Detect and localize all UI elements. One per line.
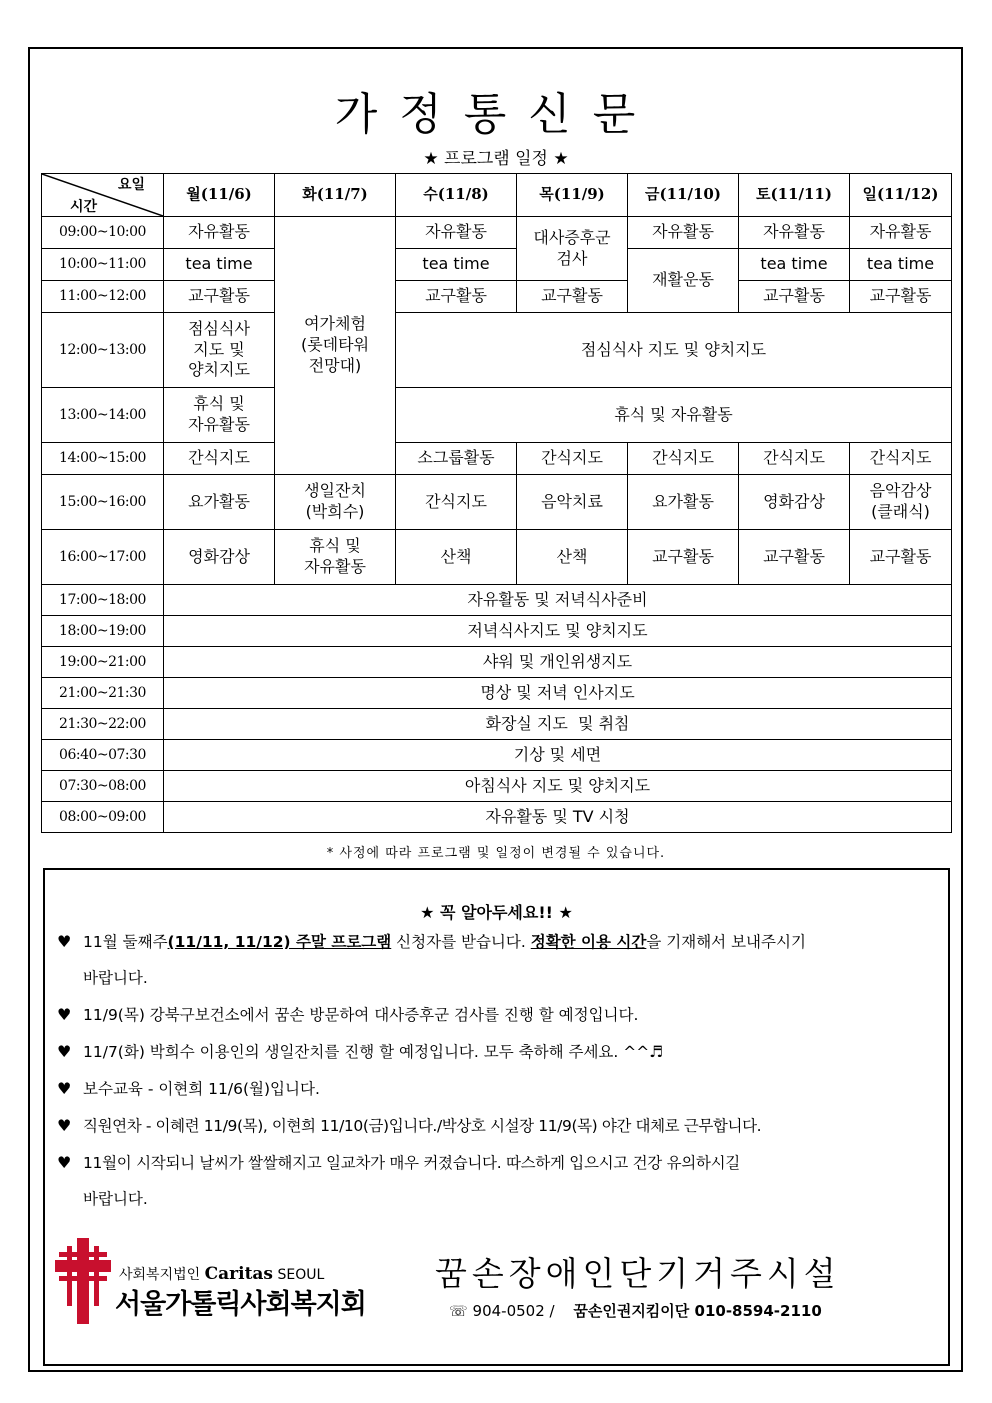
contact-info (449, 1300, 822, 1321)
notice-text: 11월이 시작되니 날씨가 쌀쌀해지고 일교차가 매우 커졌습니다. 따스하게 입으시고 건강 유의하시길 (83, 1154, 740, 1172)
common-activity-cell: 화장실 지도 및 취침 (164, 709, 952, 740)
rest-common-cell: 휴식 및 자유활동 (396, 388, 952, 443)
activity-cell: 자유활동 (850, 217, 952, 249)
notice-text: 11/9(목) 강북구보건소에서 꿈손 방문하여 대사증후군 검사를 진행 할 예정입니다. (83, 1006, 639, 1024)
activity-cell: 교구활동 (517, 281, 628, 313)
notice-text: 보수교육 - 이현희 11/6(월)입니다. (83, 1080, 320, 1098)
time-cell: 15:00~16:00 (42, 475, 164, 530)
table-row (42, 388, 952, 443)
table-row (42, 740, 952, 771)
notice-text-continued: 바랍니다. (83, 1190, 148, 1208)
time-cell: 07:30~08:00 (42, 771, 164, 802)
notice-box (43, 868, 950, 1366)
heart-icon: ♥ (57, 932, 72, 951)
activity-cell: 교구활동 (164, 281, 275, 313)
time-cell: 08:00~09:00 (42, 802, 164, 833)
facility-name: 꿈손장애인단기거주시설 (435, 1254, 841, 1293)
notice-list (57, 924, 947, 1218)
activity-cell: 교구활동 (739, 281, 850, 313)
notice-text-continued: 바랍니다. (83, 969, 148, 987)
time-cell: 06:40~07:30 (42, 740, 164, 771)
table-row (42, 616, 952, 647)
day-header: 일(11/12) (850, 174, 952, 217)
table-row (42, 530, 952, 585)
header-diagonal-cell (42, 174, 163, 216)
logo-caption (119, 1264, 324, 1284)
notice-item (57, 1145, 947, 1217)
time-cell: 10:00~11:00 (42, 249, 164, 281)
notice-text: 신청자를 받습니다. (391, 933, 531, 951)
table-row (42, 281, 952, 313)
logo-org-name: 서울가톨릭사회복지회 (115, 1289, 366, 1320)
rights-contact: 꿈손인권지킴이단 010-8594-2110 (573, 1302, 822, 1320)
day-header: 월(11/6) (164, 174, 275, 217)
heart-icon: ♥ (57, 1116, 72, 1135)
common-activity-cell: 기상 및 세면 (164, 740, 952, 771)
activity-cell: 자유활동 (739, 217, 850, 249)
lunch-common-cell: 점심식사 지도 및 양치지도 (396, 313, 952, 388)
time-cell: 11:00~12:00 (42, 281, 164, 313)
activity-cell: 영화감상 (164, 530, 275, 585)
logo-caritas-text: Caritas (204, 1264, 274, 1284)
table-row (42, 249, 952, 281)
common-activity-cell: 자유활동 및 저녁식사준비 (164, 585, 952, 616)
activity-cell: 교구활동 (850, 281, 952, 313)
schedule-note: * 사정에 따라 프로그램 및 일정이 변경될 수 있습니다. (326, 846, 666, 861)
heart-icon: ♥ (57, 1153, 72, 1172)
activity-cell: 교구활동 (850, 530, 952, 585)
caritas-cross-icon (53, 1236, 113, 1326)
schedule-table (41, 173, 952, 833)
page-title: 가정통신문 (334, 89, 658, 140)
notice-text: 11월 둘째주 (83, 933, 168, 951)
time-cell: 19:00~21:00 (42, 647, 164, 678)
activity-cell: 산책 (517, 530, 628, 585)
header-time-label: 시간 (70, 198, 98, 215)
time-cell: 16:00~17:00 (42, 530, 164, 585)
notice-text: 11/7(화) 박희수 이용인의 생일잔치를 진행 할 예정입니다. 모두 축하해 주세요. ^^♬ (83, 1043, 664, 1061)
activity-cell: 교구활동 (739, 530, 850, 585)
activity-cell: 자유활동 (628, 217, 739, 249)
birthday-cell: 생일잔치 (박희수) (275, 475, 396, 530)
time-cell: 21:30~22:00 (42, 709, 164, 740)
heart-icon: ♥ (57, 1042, 72, 1061)
time-cell: 09:00~10:00 (42, 217, 164, 249)
activity-cell: 휴식 및 자유활동 (275, 530, 396, 585)
notice-emphasis: 정확한 이용 시간 (530, 933, 647, 951)
common-activity-cell: 샤워 및 개인위생지도 (164, 647, 952, 678)
common-activity-cell: 명상 및 저녁 인사지도 (164, 678, 952, 709)
activity-cell: 간식지도 (850, 443, 952, 475)
activity-cell: 휴식 및 자유활동 (164, 388, 275, 443)
day-header: 목(11/9) (517, 174, 628, 217)
logo-small-text: 사회복지법인 (119, 1267, 201, 1283)
time-cell: 21:00~21:30 (42, 678, 164, 709)
activity-cell: 교구활동 (628, 530, 739, 585)
day-header: 토(11/11) (739, 174, 850, 217)
day-header: 수(11/8) (396, 174, 517, 217)
heart-icon: ♥ (57, 1005, 72, 1024)
activity-cell: 자유활동 (396, 217, 517, 249)
time-cell: 13:00~14:00 (42, 388, 164, 443)
activity-cell: 간식지도 (396, 475, 517, 530)
table-row (42, 647, 952, 678)
caritas-logo (53, 1236, 373, 1326)
activity-cell: 교구활동 (396, 281, 517, 313)
rehab-cell: 재활운동 (628, 249, 739, 313)
outing-cell: 여가체험 (롯데타워 전망대) (275, 217, 396, 475)
notice-title: ★ 꼭 알아두세요!! ★ (420, 903, 573, 922)
notice-item (57, 997, 947, 1033)
activity-cell: 영화감상 (739, 475, 850, 530)
day-header: 금(11/10) (628, 174, 739, 217)
notice-item (57, 1034, 947, 1070)
notice-text: 을 기재해서 보내주시기 (646, 933, 806, 951)
table-row (42, 313, 952, 388)
table-row (42, 678, 952, 709)
notice-item (57, 1108, 947, 1144)
common-activity-cell: 저녁식사지도 및 양치지도 (164, 616, 952, 647)
common-activity-cell: 아침식사 지도 및 양치지도 (164, 771, 952, 802)
table-row (42, 709, 952, 740)
phone-number: ☏ 904-0502 / (449, 1302, 555, 1320)
activity-cell: tea time (739, 249, 850, 281)
activity-cell: 음악치료 (517, 475, 628, 530)
notice-item (57, 1071, 947, 1107)
notice-text: 직원연차 - 이혜련 11/9(목), 이현희 11/10(금)입니다./박상호 시설장 11/9(목) 야간 대체로 근무합니다. (83, 1117, 762, 1135)
activity-cell: 소그룹활동 (396, 443, 517, 475)
table-row (42, 217, 952, 249)
header-day-label: 요일 (117, 177, 145, 193)
health-test-cell: 대사증후군 검사 (517, 217, 628, 281)
activity-cell: 산책 (396, 530, 517, 585)
table-row (42, 802, 952, 833)
table-header-row (42, 174, 952, 217)
time-cell: 17:00~18:00 (42, 585, 164, 616)
day-header: 화(11/7) (275, 174, 396, 217)
time-cell: 18:00~19:00 (42, 616, 164, 647)
activity-cell: 간식지도 (517, 443, 628, 475)
heart-icon: ♥ (57, 1079, 72, 1098)
common-activity-cell: 자유활동 및 TV 시청 (164, 802, 952, 833)
activity-cell: 점심식사 지도 및 양치지도 (164, 313, 275, 388)
table-row (42, 771, 952, 802)
activity-cell: 간식지도 (164, 443, 275, 475)
activity-cell: 요가활동 (164, 475, 275, 530)
time-cell: 12:00~13:00 (42, 313, 164, 388)
activity-cell: 간식지도 (739, 443, 850, 475)
activity-cell: 음악감상 (클래식) (850, 475, 952, 530)
table-row (42, 475, 952, 530)
activity-cell: 자유활동 (164, 217, 275, 249)
table-row (42, 585, 952, 616)
activity-cell: 간식지도 (628, 443, 739, 475)
logo-seoul-text: SEOUL (277, 1267, 325, 1283)
notice-item (57, 924, 947, 996)
activity-cell: tea time (164, 249, 275, 281)
notice-emphasis: (11/11, 11/12) 주말 프로그램 (167, 933, 392, 951)
activity-cell: 요가활동 (628, 475, 739, 530)
schedule-subtitle: ★ 프로그램 일정 ★ (423, 149, 569, 169)
activity-cell: tea time (396, 249, 517, 281)
table-row (42, 443, 952, 475)
time-cell: 14:00~15:00 (42, 443, 164, 475)
activity-cell: tea time (850, 249, 952, 281)
